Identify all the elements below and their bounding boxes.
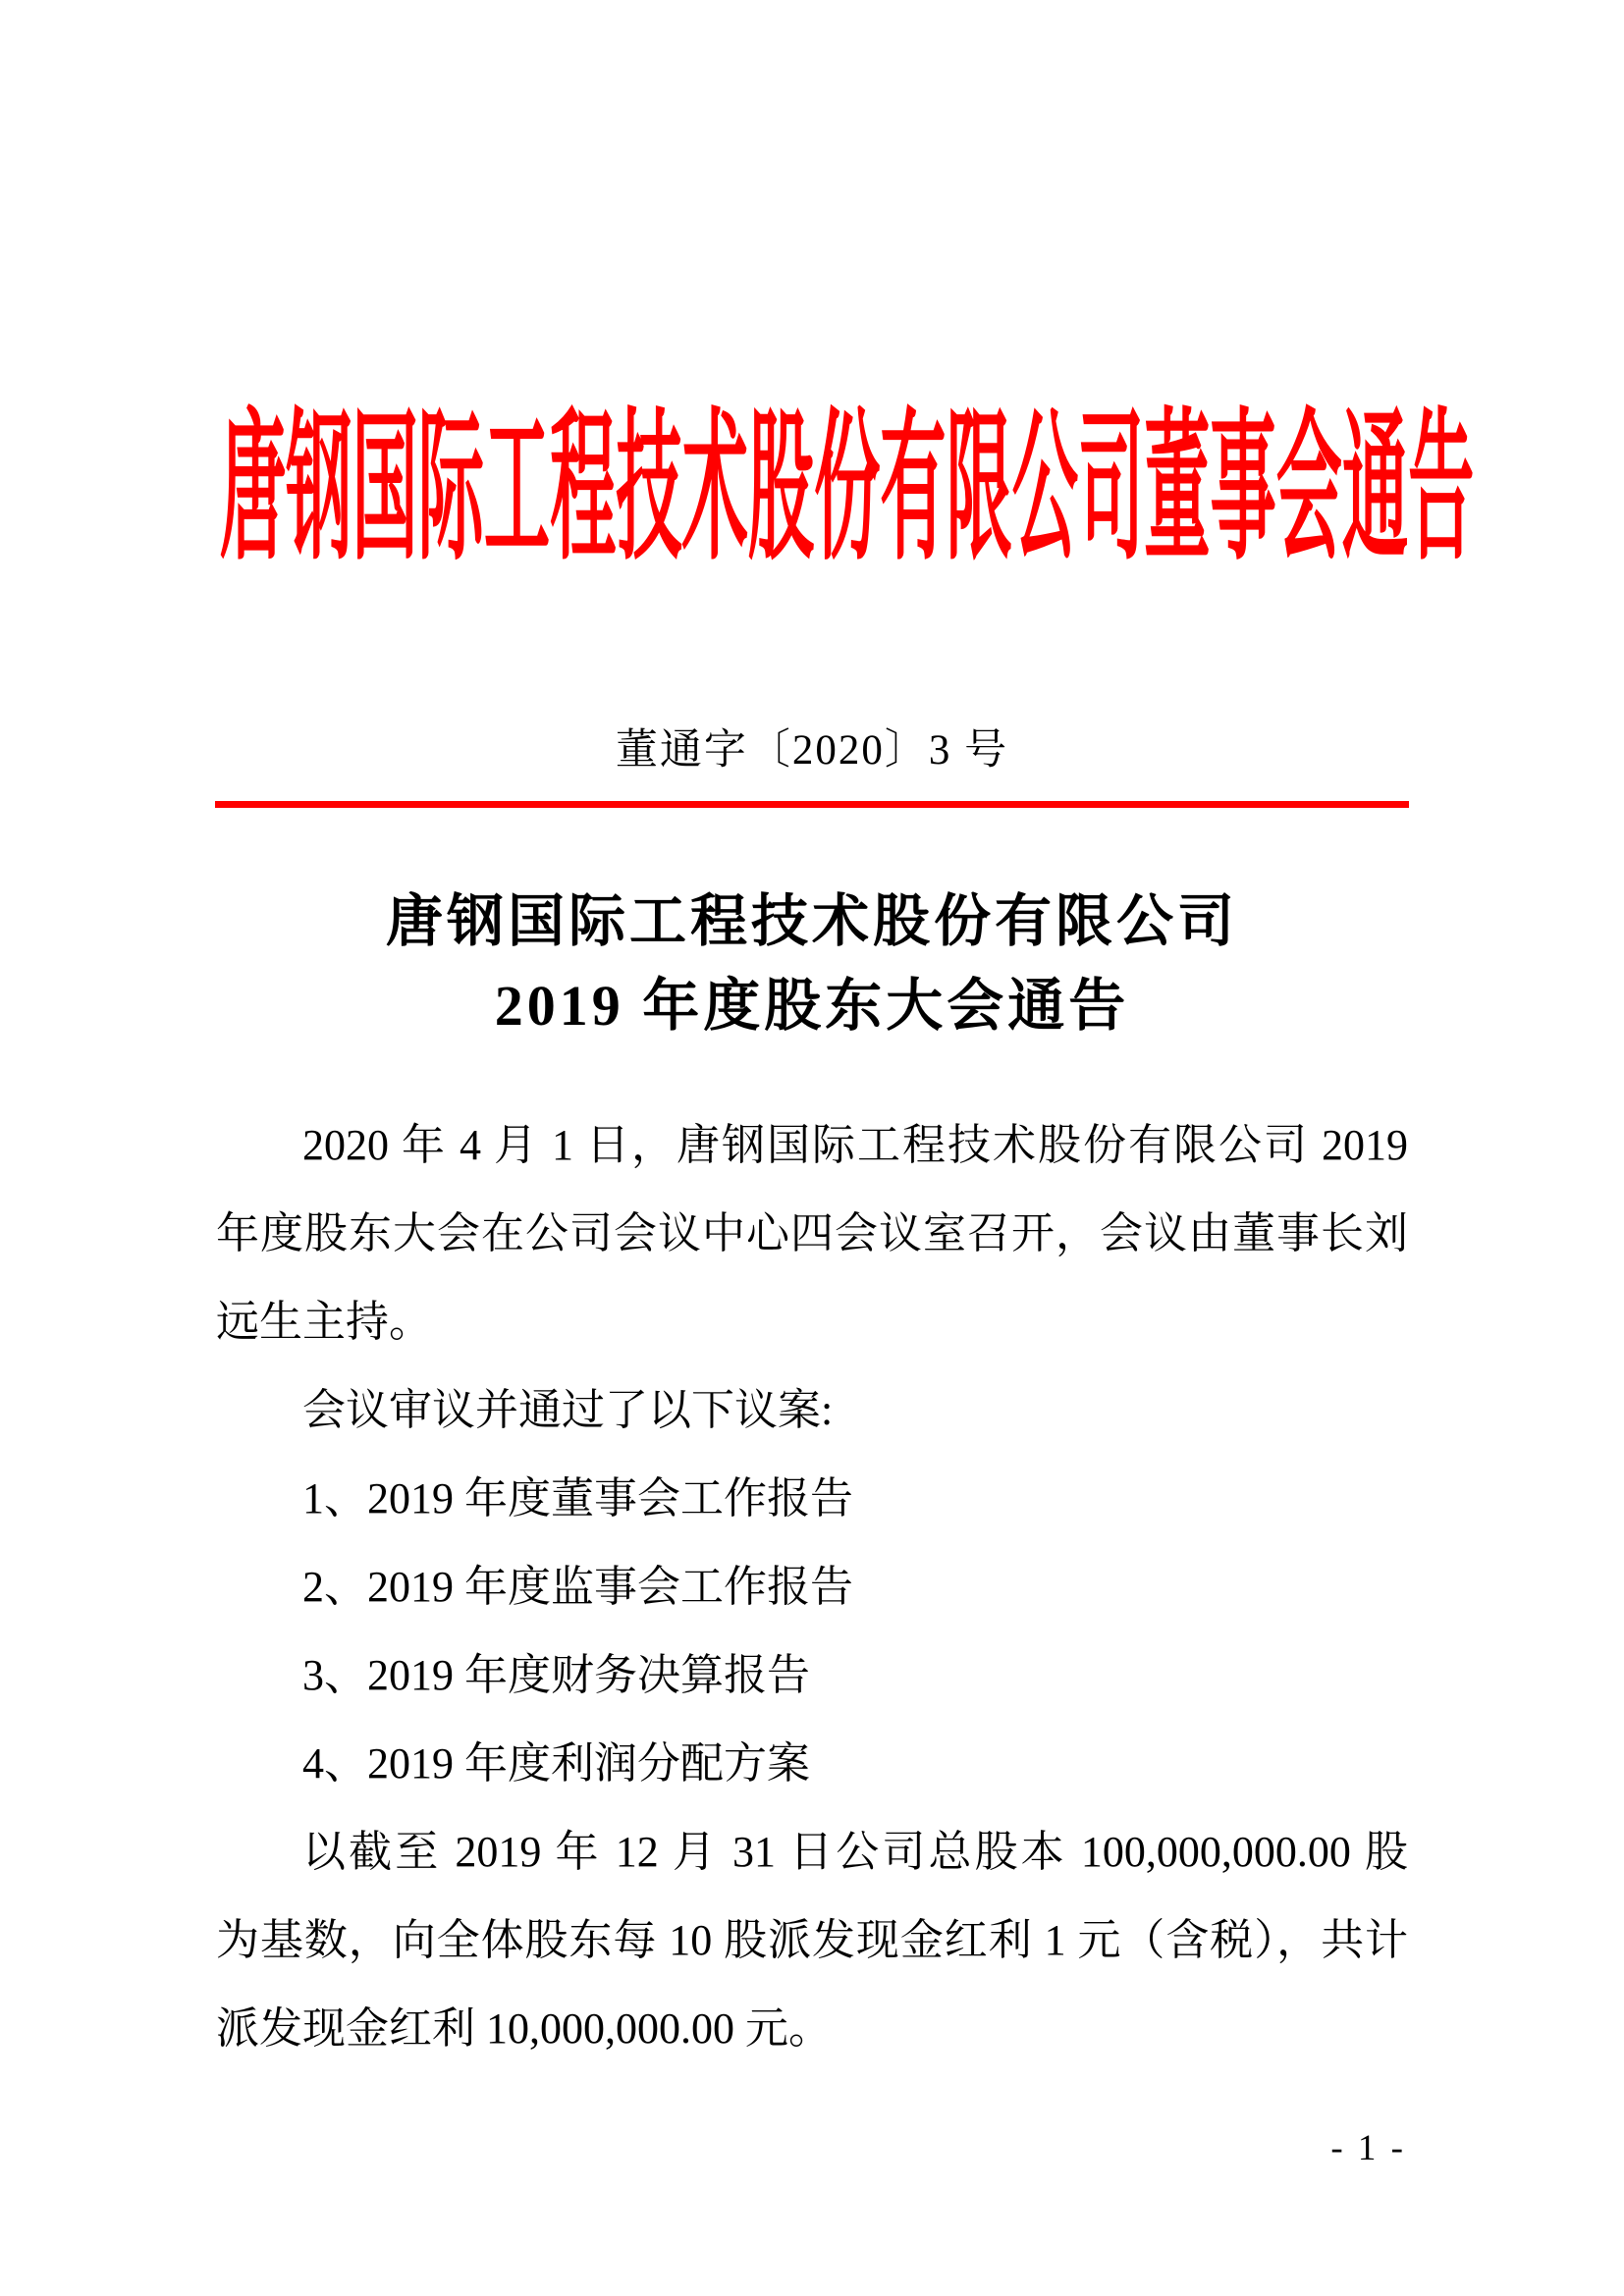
notice-title-line1: 唐钢国际工程技术股份有限公司 [385, 889, 1238, 953]
red-separator-line [215, 801, 1409, 808]
body-line: 2、2019 年度监事会工作报告 [302, 1563, 853, 1611]
body-line: 2020 年 4 月 1 日，唐钢国际工程技术股份有限公司 2019 [302, 1121, 1408, 1169]
body-line: 年度股东大会在公司会议中心四会议室召开，会议由董事长刘 [216, 1209, 1408, 1257]
body-line: 远生主持。 [216, 1298, 432, 1346]
page-number: - 1 - [1330, 2128, 1406, 2168]
body-line: 3、2019 年度财务决算报告 [302, 1651, 810, 1699]
notice-title-line2: 2019 年度股东大会通告 [494, 974, 1130, 1038]
document-body [216, 1101, 1408, 2073]
body-line: 以截至 2019 年 12 月 31 日公司总股本 100,000,000.00 股 [302, 1828, 1408, 1876]
body-line: 4、2019 年度利润分配方案 [302, 1739, 810, 1788]
red-header-banner [220, 399, 1475, 581]
body-line: 为基数，向全体股东每 10 股派发现金红利 1 元（含税），共计 [216, 1916, 1408, 1964]
body-line: 派发现金红利 10,000,000.00 元。 [216, 2004, 832, 2053]
document-number: 董通字〔2020〕3 号 [615, 727, 1009, 774]
body-line: 1、2019 年度董事会工作报告 [302, 1474, 853, 1522]
body-line: 会议审议并通过了以下议案: [302, 1386, 834, 1434]
red-header-title: 唐钢国际工程技术股份有限公司董事会通告 [220, 399, 1475, 579]
